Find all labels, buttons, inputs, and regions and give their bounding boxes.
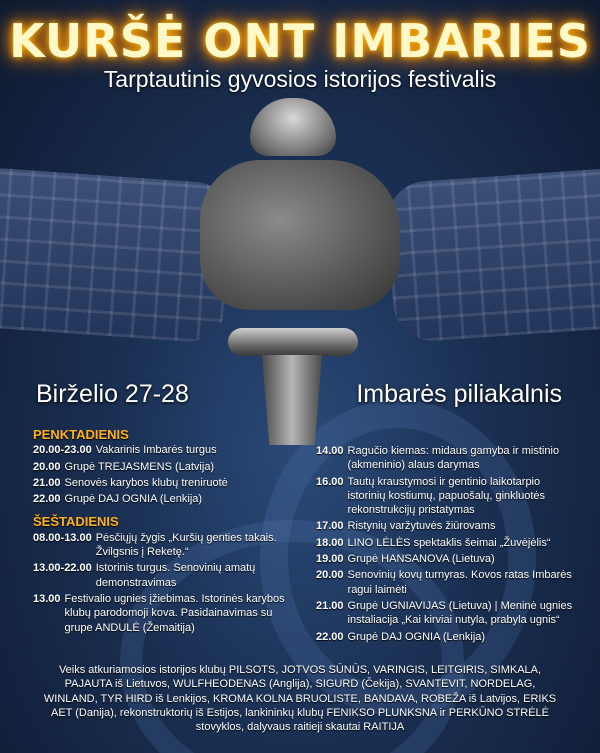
- schedule-item: 21.00 Senovės karybos klubų treniruotė: [33, 476, 228, 489]
- schedule-item: 13.00-22.00 Istorinis turgus. Senovinių amatų demonstravimas: [33, 562, 256, 589]
- schedule-item: 19.00 Grupė HANSANOVA (Lietuva): [316, 553, 495, 566]
- schedule-right-column: [316, 444, 578, 646]
- schedule-item: 08.00-13.00 Pėsčiųjų žygis „Kuršių genties takais. Žvilgsnis į Reketę.“: [33, 531, 277, 559]
- schedule-item: 20.00-23.00 Vakarinis Imbarės turgus: [33, 444, 217, 457]
- schedule-item: 20.00 Grupė TREJASMENS (Latvija): [33, 460, 215, 473]
- schedule-item: 17.00 Ristynių varžytuvės žiūrovams: [316, 520, 496, 533]
- schedule-item: 21.00 Grupė UGNIAVIJAS (Lietuva) | Meninė ugnies instaliacija „Kai kirviai nutyla, prabyla ugnis“: [316, 599, 573, 627]
- schedule-item: 18.00 LINO LĖLĖS spektaklis šeimai „Žuvėjėlis“: [316, 536, 551, 549]
- schedule-item: 14.00 Ragučio kiemas: midaus gamyba ir mistinio (akmeninio) alaus darymas: [316, 445, 560, 472]
- schedule-item: 16.00 Tautų kraustymosi ir gentinio laikotarpio istorinių kostiumų, papuošalų, ginkluotės rekonstrukcijų pristatymas: [316, 475, 546, 517]
- schedule-item: 22.00 Grupė DAJ OGNIA (Lenkija): [33, 493, 203, 506]
- sword-pommel-image: [250, 98, 336, 156]
- festival-place: Imbarės piliakalnis: [356, 380, 562, 408]
- schedule-left-column: [33, 428, 298, 637]
- festival-date: Birželio 27-28: [36, 380, 189, 408]
- schedule-item: 13.00 Festivalio ugnies įžiebimas. Istorinės karybos klubų parodomoji kova. Pasidainavimas su grupe ANDULĖ (Žemaitija): [33, 592, 285, 634]
- saturday-heading: ŠEŠTADIENIS: [33, 514, 119, 530]
- festival-subtitle: Tarptautinis gyvosios istorijos festivalis: [103, 66, 497, 92]
- festival-title: KURŠĖ ONT IMBARIES: [9, 14, 591, 68]
- sword-guard-image: [228, 328, 358, 356]
- schedule-item: 22.00 Grupė DAJ OGNIA (Lenkija): [316, 630, 486, 643]
- hands-image: [200, 160, 400, 310]
- right-arm-image: [385, 166, 600, 343]
- schedule-item: 20.00 Senovinių kovų turnyras. Kovos ratas Imbarės ragui laimėti: [316, 569, 572, 596]
- friday-heading: PENKTADIENIS: [33, 427, 129, 442]
- participants-footer: Veiks atkuriamosios istorijos klubų PILSOTS, JOTVOS SŪNŪS, VARINGIS, LEITGIRIS, SIMKALA, PAJAUTA iš Lietuvos, WULFHEODENAS (Anglija), SIGURD (Čekija), SVANTEVIT, NORDELAG, WINLAND, TYR HIRD iš Lenkijos, KROMA KOLNA BRUOLISTE, BANDAVA, ROBEŽA iš Latvijos, ERIKS AET (Danija), rekonstruktorių iš Estijos, lankininkų klubų FENIKSO PLUNKSNA ir PERKŪNO STRĖLĖ stovyklos, dalyvaus raitieji skautai RAITIJA: [43, 664, 557, 734]
